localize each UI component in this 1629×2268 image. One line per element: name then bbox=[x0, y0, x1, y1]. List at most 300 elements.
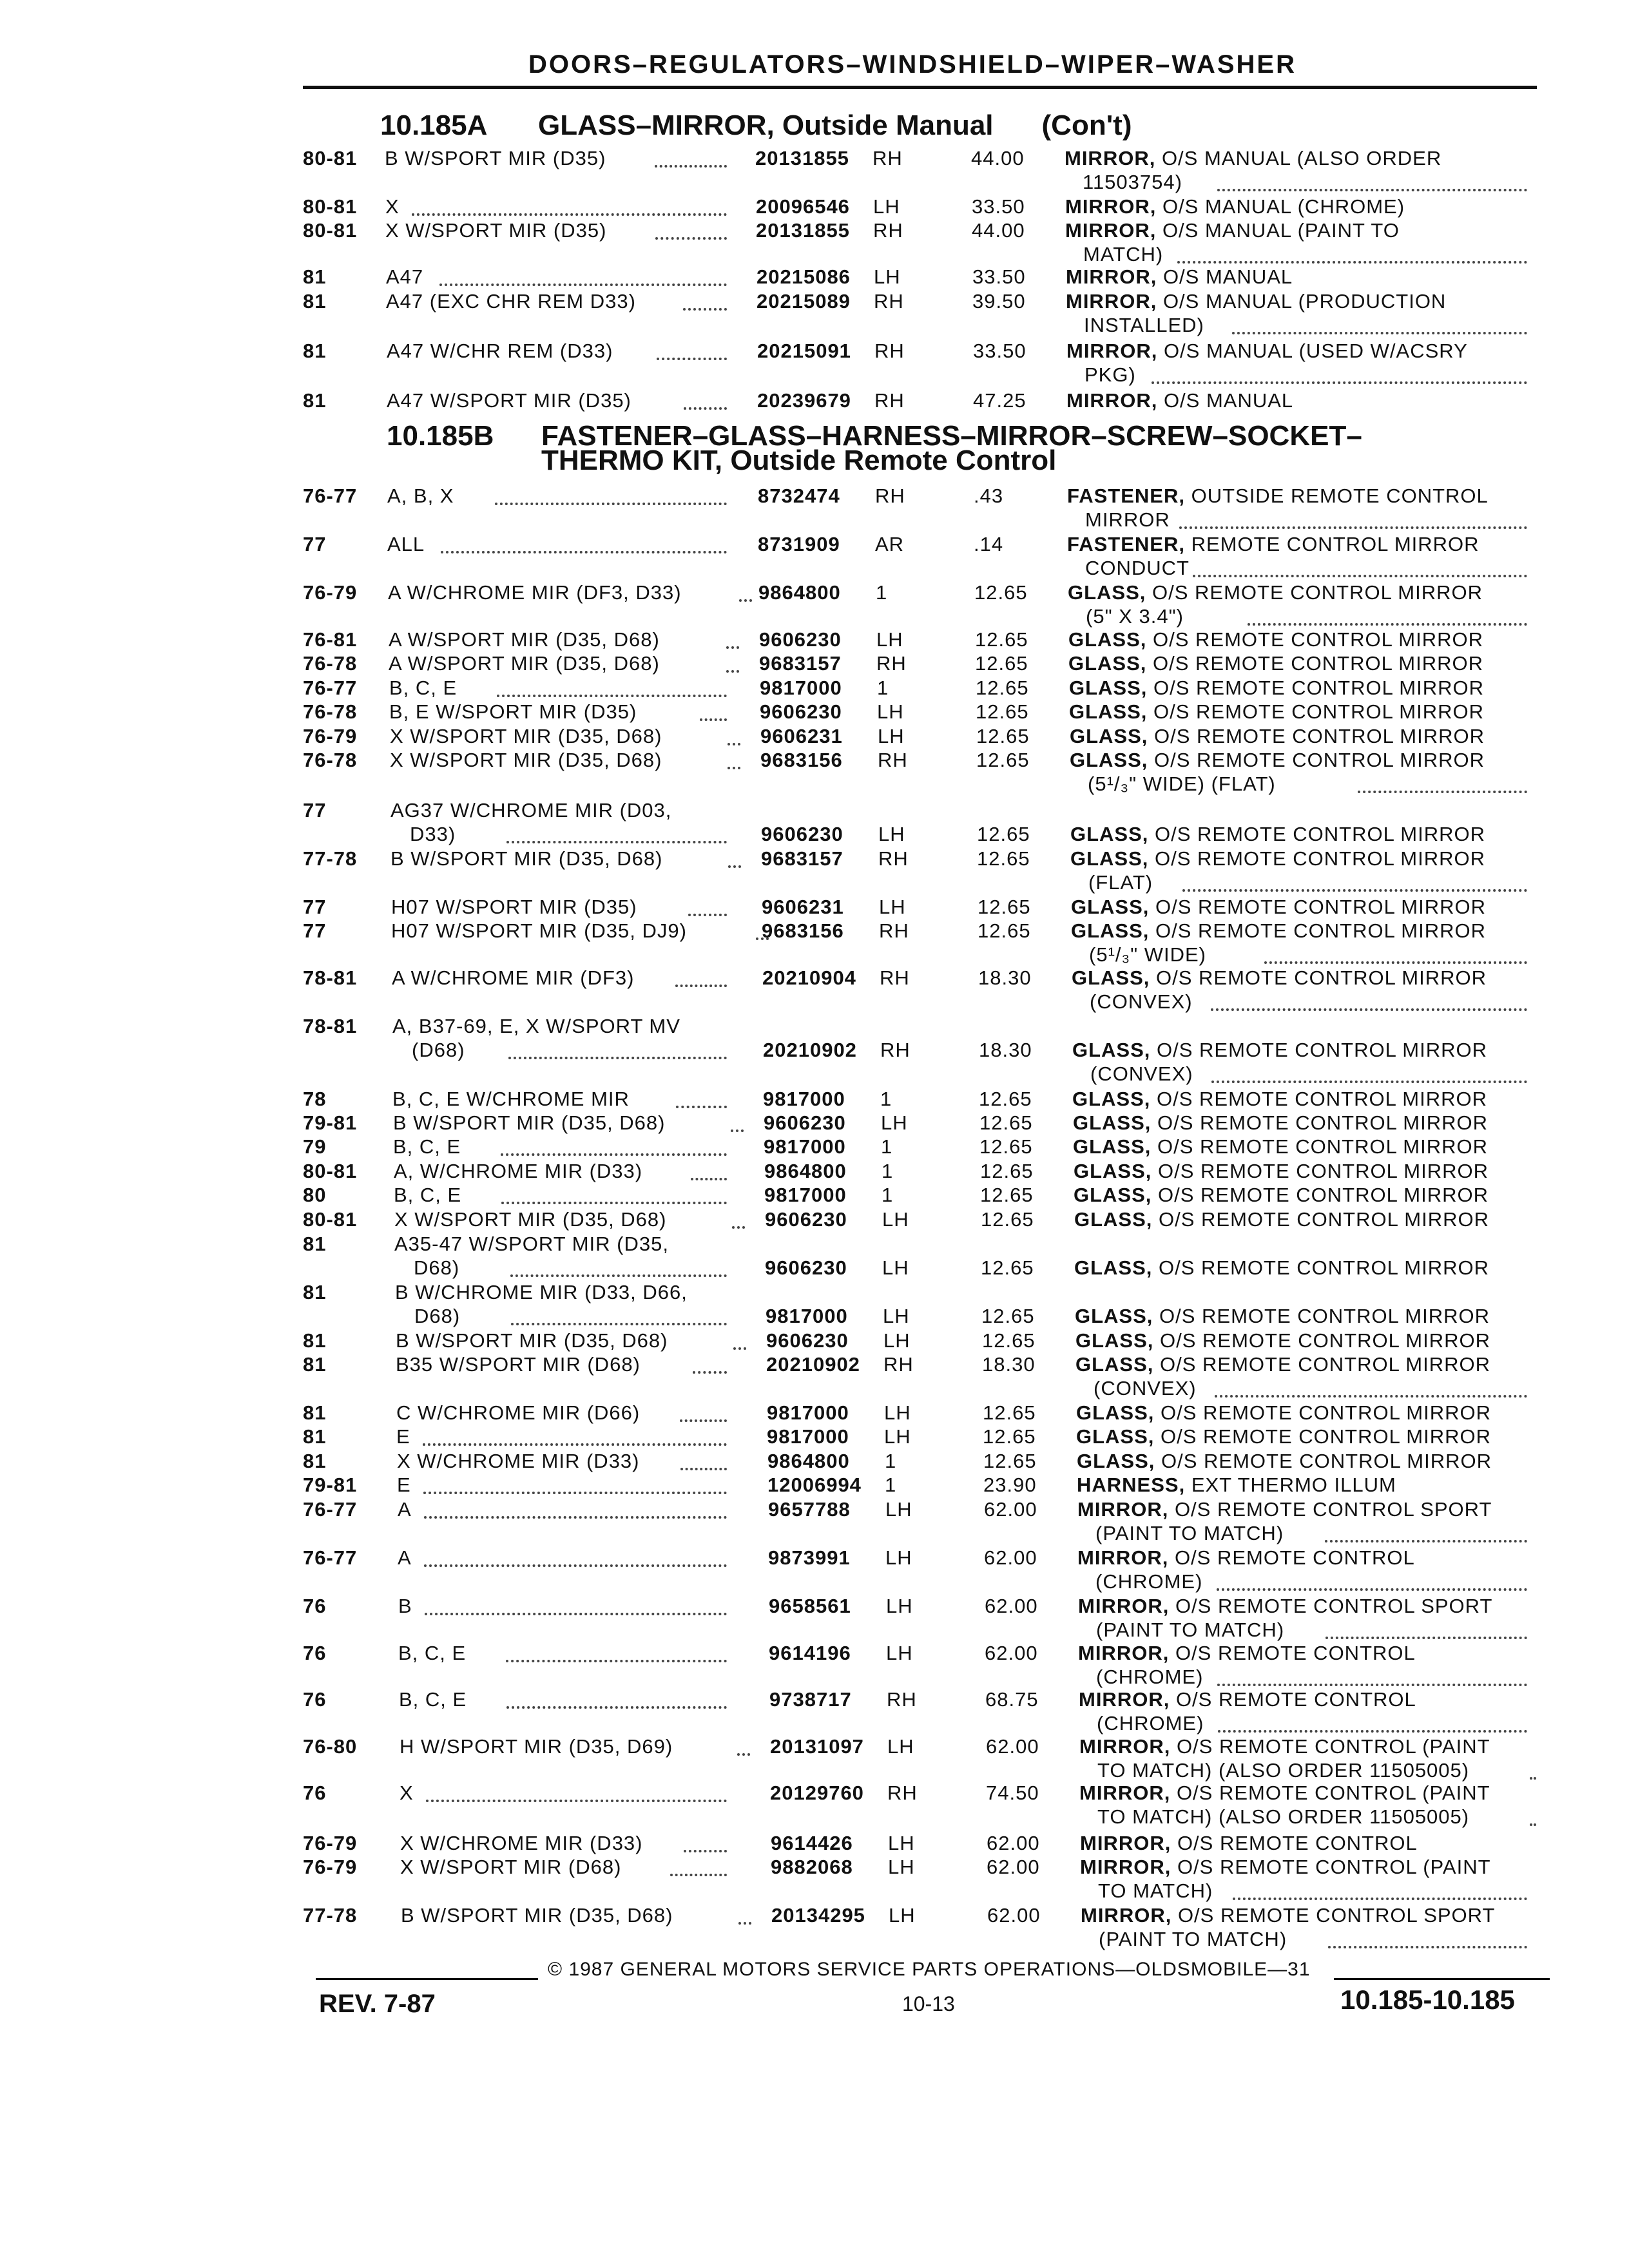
part-number: 20131097 bbox=[770, 1735, 864, 1758]
description bbox=[1074, 1208, 1489, 1232]
leader-dots bbox=[1233, 1898, 1527, 1900]
application-continued: D33) bbox=[410, 823, 456, 845]
leader-dots bbox=[670, 1874, 727, 1876]
model-year: 76-79 bbox=[303, 1856, 358, 1878]
description-detail: O/S MANUAL bbox=[1157, 389, 1294, 412]
application-continued: (D68) bbox=[412, 1039, 465, 1061]
side-or-qty: RH bbox=[883, 1353, 914, 1376]
part-number: 9606231 bbox=[762, 896, 844, 918]
part-number: 9817000 bbox=[763, 1088, 845, 1110]
description-detail: O/S REMOTE CONTROL MIRROR bbox=[1150, 966, 1487, 989]
description bbox=[1078, 1595, 1492, 1619]
description bbox=[1065, 195, 1405, 219]
description-noun: GLASS, bbox=[1076, 1425, 1155, 1448]
model-year: 76-80 bbox=[303, 1735, 358, 1758]
footer-copyright: © 1987 GENERAL MOTORS SERVICE PARTS OPERATIONS—OLDSMOBILE—31 bbox=[548, 1959, 1311, 1980]
part-number: 9657788 bbox=[768, 1498, 851, 1521]
leader-dots bbox=[691, 1178, 727, 1180]
description-continued: TO MATCH) bbox=[1098, 1879, 1213, 1902]
price: 12.65 bbox=[976, 749, 1030, 771]
description-noun: GLASS, bbox=[1070, 749, 1148, 771]
description-continued: (CONVEX) bbox=[1090, 990, 1193, 1013]
model-year: 76-79 bbox=[303, 581, 358, 604]
leader-dots bbox=[683, 308, 727, 311]
part-number: 9864800 bbox=[758, 581, 841, 604]
application: A47 (EXC CHR REM D33) bbox=[386, 290, 636, 312]
side-or-qty: 1 bbox=[876, 581, 888, 604]
part-number: 20215086 bbox=[757, 265, 851, 288]
application: H07 W/SPORT MIR (D35, DJ9) bbox=[391, 919, 687, 942]
application: B, C, E W/CHROME MIR bbox=[392, 1088, 630, 1110]
description-noun: MIRROR, bbox=[1077, 1498, 1169, 1521]
price: 74.50 bbox=[986, 1782, 1039, 1804]
description-noun: GLASS, bbox=[1068, 652, 1147, 675]
model-year: 78 bbox=[303, 1088, 327, 1110]
leader-dots bbox=[655, 237, 727, 240]
model-year: 76-79 bbox=[303, 1832, 358, 1854]
part-number: 9614426 bbox=[771, 1832, 853, 1854]
leader-dots bbox=[675, 985, 727, 987]
description-detail: O/S REMOTE CONTROL MIRROR bbox=[1148, 725, 1485, 747]
side-or-qty: RH bbox=[874, 340, 905, 362]
description bbox=[1075, 1329, 1490, 1353]
part-number: 9683157 bbox=[759, 652, 842, 675]
leader-dots bbox=[728, 767, 740, 769]
leader-dots bbox=[1152, 381, 1527, 384]
model-year: 81 bbox=[303, 265, 327, 288]
application: A47 W/CHR REM (D33) bbox=[387, 340, 613, 362]
section-b-title-line2: THERMO KIT, Outside Remote Control bbox=[541, 445, 1057, 476]
application: A47 bbox=[386, 265, 424, 288]
application: B35 W/SPORT MIR (D68) bbox=[396, 1353, 641, 1376]
model-year: 79-81 bbox=[303, 1111, 358, 1134]
description-detail: O/S MANUAL (PAINT TO bbox=[1156, 219, 1400, 242]
description-noun: GLASS, bbox=[1074, 1256, 1153, 1279]
application: A47 W/SPORT MIR (D35) bbox=[387, 389, 631, 412]
description-detail: O/S REMOTE CONTROL bbox=[1169, 1642, 1416, 1664]
description-detail: O/S REMOTE CONTROL MIRROR bbox=[1154, 1425, 1491, 1448]
description-noun: GLASS, bbox=[1072, 966, 1150, 989]
description-noun: HARNESS, bbox=[1077, 1474, 1186, 1496]
side-or-qty: LH bbox=[889, 1904, 916, 1927]
price: .14 bbox=[974, 533, 1004, 555]
description bbox=[1074, 1184, 1489, 1207]
model-year: 77 bbox=[303, 919, 327, 942]
leader-dots bbox=[423, 1492, 727, 1494]
price: 12.65 bbox=[980, 1160, 1034, 1182]
leader-dots bbox=[506, 841, 727, 843]
part-number: 9606230 bbox=[759, 628, 842, 651]
description-noun: GLASS, bbox=[1074, 1160, 1152, 1182]
description-continued: (5" X 3.4") bbox=[1086, 605, 1184, 628]
price: 12.65 bbox=[977, 823, 1030, 845]
price: 62.00 bbox=[985, 1642, 1038, 1664]
part-number: 8732474 bbox=[758, 485, 840, 507]
application: A, B37-69, E, X W/SPORT MV bbox=[392, 1015, 680, 1037]
description-noun: GLASS, bbox=[1071, 896, 1150, 918]
part-number: 9864800 bbox=[764, 1160, 847, 1182]
description-detail: O/S REMOTE CONTROL MIRROR bbox=[1147, 677, 1484, 699]
part-number: 9683156 bbox=[760, 749, 843, 771]
leader-dots bbox=[1358, 791, 1527, 793]
footer-rule-right bbox=[1334, 1978, 1550, 1980]
application: A W/SPORT MIR (D35, D68) bbox=[389, 652, 660, 675]
description-detail: O/S REMOTE CONTROL MIRROR bbox=[1152, 1256, 1489, 1279]
side-or-qty: RH bbox=[874, 389, 905, 412]
part-number: 9606231 bbox=[760, 725, 843, 747]
leader-dots bbox=[680, 1468, 727, 1470]
description-noun: GLASS, bbox=[1070, 847, 1149, 870]
side-or-qty: LH bbox=[878, 725, 905, 747]
side-or-qty: LH bbox=[885, 1498, 912, 1521]
description-noun: GLASS, bbox=[1074, 1184, 1152, 1206]
side-or-qty: 1 bbox=[882, 1160, 894, 1182]
description-continued: (PAINT TO MATCH) bbox=[1096, 1619, 1285, 1641]
application: B, C, E bbox=[398, 1642, 467, 1664]
description-continued: MATCH) bbox=[1083, 243, 1164, 265]
leader-dots bbox=[1217, 1588, 1527, 1591]
side-or-qty: 1 bbox=[880, 1088, 892, 1110]
application: A35-47 W/SPORT MIR (D35, bbox=[394, 1233, 669, 1255]
description-detail: O/S REMOTE CONTROL SPORT bbox=[1169, 1595, 1493, 1617]
description-detail: O/S MANUAL bbox=[1157, 265, 1293, 288]
model-year: 81 bbox=[303, 389, 327, 412]
side-or-qty: 1 bbox=[882, 1184, 894, 1206]
leader-dots bbox=[1530, 1823, 1536, 1826]
description bbox=[1070, 823, 1485, 847]
model-year: 80-81 bbox=[303, 1208, 358, 1231]
description-detail: O/S REMOTE CONTROL MIRROR bbox=[1151, 1111, 1488, 1134]
price: 33.50 bbox=[972, 265, 1026, 288]
part-number: 20210904 bbox=[762, 966, 856, 989]
description-noun: MIRROR, bbox=[1066, 389, 1158, 412]
leader-dots bbox=[497, 695, 727, 697]
leader-dots bbox=[731, 1129, 744, 1132]
part-number: 12006994 bbox=[767, 1474, 862, 1496]
description-noun: GLASS, bbox=[1069, 677, 1148, 699]
section-b-number: 10.185B bbox=[387, 420, 494, 452]
application: A W/SPORT MIR (D35, D68) bbox=[389, 628, 660, 651]
application: B bbox=[398, 1595, 412, 1617]
description-continued: MIRROR bbox=[1085, 508, 1170, 531]
application: B, E W/SPORT MIR (D35) bbox=[389, 700, 637, 723]
model-year: 79 bbox=[303, 1135, 327, 1158]
price: 12.65 bbox=[980, 1184, 1034, 1206]
description bbox=[1066, 290, 1446, 314]
description bbox=[1079, 1735, 1490, 1759]
leader-dots bbox=[506, 1660, 727, 1662]
price: 12.65 bbox=[976, 700, 1029, 723]
application: A, B, X bbox=[387, 485, 454, 507]
application: H W/SPORT MIR (D35, D69) bbox=[400, 1735, 673, 1758]
part-number: 9606230 bbox=[761, 823, 843, 845]
leader-dots bbox=[684, 1850, 727, 1852]
model-year: 76-77 bbox=[303, 1546, 358, 1569]
description-noun: MIRROR, bbox=[1077, 1546, 1169, 1569]
leader-dots bbox=[508, 1057, 727, 1059]
part-number: 9817000 bbox=[760, 677, 842, 699]
application: A, W/CHROME MIR (D33) bbox=[394, 1160, 643, 1182]
application: E bbox=[397, 1474, 411, 1496]
description-noun: FASTENER, bbox=[1067, 533, 1185, 555]
side-or-qty: LH bbox=[886, 1642, 913, 1664]
model-year: 76 bbox=[303, 1595, 327, 1617]
leader-dots bbox=[1328, 1946, 1527, 1948]
description-continued: TO MATCH) (ALSO ORDER 11505005) bbox=[1097, 1759, 1470, 1782]
price: 33.50 bbox=[973, 340, 1027, 362]
page-title: DOORS–REGULATORS–WINDSHIELD–WIPER–WASHER bbox=[528, 50, 1296, 79]
part-number: 9683156 bbox=[762, 919, 844, 942]
application: X W/SPORT MIR (D35, D68) bbox=[390, 725, 662, 747]
model-year: 80-81 bbox=[303, 195, 358, 218]
description-noun: MIRROR, bbox=[1080, 1832, 1171, 1854]
part-number: 20215089 bbox=[757, 290, 851, 312]
description bbox=[1065, 219, 1400, 243]
leader-dots bbox=[1217, 1684, 1527, 1686]
leader-dots bbox=[726, 646, 739, 649]
leader-dots bbox=[680, 1419, 727, 1422]
description-detail: O/S MANUAL (PRODUCTION bbox=[1157, 290, 1447, 312]
part-number: 20129760 bbox=[770, 1782, 864, 1804]
model-year: 81 bbox=[303, 1401, 327, 1424]
price: 44.00 bbox=[971, 147, 1025, 169]
leader-dots bbox=[423, 1443, 727, 1446]
description bbox=[1074, 1256, 1489, 1280]
part-number: 9817000 bbox=[764, 1184, 847, 1206]
description bbox=[1080, 1832, 1418, 1856]
side-or-qty: RH bbox=[875, 485, 905, 507]
price: 12.65 bbox=[982, 1329, 1036, 1352]
application: B, C, E bbox=[399, 1688, 467, 1711]
side-or-qty: RH bbox=[880, 966, 910, 989]
header-rule bbox=[303, 86, 1537, 89]
description-noun: MIRROR, bbox=[1066, 265, 1157, 288]
description-detail: O/S MANUAL (CHROME) bbox=[1156, 195, 1405, 218]
description bbox=[1077, 1546, 1415, 1570]
description-detail: O/S REMOTE CONTROL (PAINT bbox=[1171, 1856, 1491, 1878]
model-year: 81 bbox=[303, 290, 327, 312]
application: B W/SPORT MIR (D35, D68) bbox=[393, 1111, 666, 1134]
part-number: 9864800 bbox=[767, 1450, 850, 1472]
description bbox=[1068, 652, 1483, 676]
price: 12.65 bbox=[983, 1401, 1036, 1424]
description-noun: GLASS, bbox=[1073, 1135, 1152, 1158]
description-noun: MIRROR, bbox=[1081, 1904, 1172, 1927]
side-or-qty: LH bbox=[881, 1111, 908, 1134]
description bbox=[1080, 1856, 1491, 1879]
description bbox=[1076, 1401, 1491, 1425]
price: 12.65 bbox=[979, 1135, 1033, 1158]
description-noun: GLASS, bbox=[1075, 1353, 1154, 1376]
description-noun: GLASS, bbox=[1068, 581, 1146, 604]
description bbox=[1067, 485, 1489, 508]
model-year: 77-78 bbox=[303, 1904, 358, 1927]
description-noun: MIRROR, bbox=[1066, 290, 1157, 312]
price: 12.65 bbox=[981, 1305, 1035, 1327]
price: 23.90 bbox=[983, 1474, 1037, 1496]
side-or-qty: LH bbox=[879, 896, 906, 918]
description-detail: EXT THERMO ILLUM bbox=[1185, 1474, 1396, 1496]
leader-dots bbox=[676, 1106, 727, 1108]
description-detail: O/S REMOTE CONTROL bbox=[1168, 1546, 1415, 1569]
price: 39.50 bbox=[972, 290, 1026, 312]
description bbox=[1071, 896, 1486, 919]
leader-dots bbox=[1530, 1777, 1536, 1780]
description-noun: GLASS, bbox=[1072, 1039, 1151, 1061]
model-year: 81 bbox=[303, 1329, 327, 1352]
model-year: 80-81 bbox=[303, 1160, 358, 1182]
side-or-qty: RH bbox=[887, 1782, 918, 1804]
description-detail: O/S REMOTE CONTROL MIRROR bbox=[1150, 1039, 1487, 1061]
description-continued: PKG) bbox=[1084, 363, 1136, 386]
price: 12.65 bbox=[979, 1088, 1032, 1110]
leader-dots bbox=[441, 551, 727, 553]
application: X bbox=[400, 1782, 414, 1804]
leader-dots bbox=[728, 865, 741, 868]
price: 44.00 bbox=[972, 219, 1025, 242]
description bbox=[1070, 725, 1485, 749]
description bbox=[1071, 919, 1486, 943]
application: C W/CHROME MIR (D66) bbox=[396, 1401, 641, 1424]
side-or-qty: 1 bbox=[881, 1135, 893, 1158]
side-or-qty: LH bbox=[878, 823, 905, 845]
model-year: 76 bbox=[303, 1782, 327, 1804]
description bbox=[1066, 265, 1293, 289]
description-continued: (5¹/₃" WIDE) bbox=[1089, 943, 1207, 966]
application: X W/SPORT MIR (D68) bbox=[400, 1856, 622, 1878]
description-detail: OUTSIDE REMOTE CONTROL bbox=[1184, 485, 1489, 507]
model-year: 80 bbox=[303, 1184, 327, 1206]
side-or-qty: RH bbox=[876, 652, 907, 675]
leader-dots bbox=[1218, 1730, 1527, 1733]
price: 18.30 bbox=[978, 966, 1032, 989]
price: .43 bbox=[974, 485, 1004, 507]
description-noun: GLASS, bbox=[1072, 1088, 1151, 1110]
side-or-qty: RH bbox=[873, 219, 903, 242]
part-number: 20131855 bbox=[756, 219, 850, 242]
leader-dots bbox=[506, 1706, 727, 1709]
leader-dots bbox=[657, 358, 727, 360]
model-year: 76-78 bbox=[303, 700, 358, 723]
description-detail: O/S MANUAL (ALSO ORDER bbox=[1155, 147, 1442, 169]
leader-dots bbox=[426, 1800, 727, 1802]
side-or-qty: LH bbox=[888, 1856, 915, 1878]
price: 33.50 bbox=[972, 195, 1025, 218]
description-noun: MIRROR, bbox=[1078, 1642, 1170, 1664]
footer-rule-left bbox=[316, 1978, 538, 1980]
description-noun: GLASS, bbox=[1071, 919, 1150, 942]
price: 62.00 bbox=[986, 1735, 1039, 1758]
description-detail: O/S REMOTE CONTROL MIRROR bbox=[1149, 919, 1486, 942]
application: B W/SPORT MIR (D35, D68) bbox=[401, 1904, 673, 1927]
part-number: 9817000 bbox=[764, 1135, 846, 1158]
part-number: 9882068 bbox=[771, 1856, 853, 1878]
description bbox=[1069, 677, 1484, 700]
model-year: 77 bbox=[303, 533, 327, 555]
application: X W/SPORT MIR (D35, D68) bbox=[390, 749, 662, 771]
application-continued: D68) bbox=[414, 1256, 460, 1279]
model-year: 80-81 bbox=[303, 147, 358, 169]
description-detail: REMOTE CONTROL MIRROR bbox=[1184, 533, 1480, 555]
footer-page-number: 10-13 bbox=[902, 1992, 955, 2015]
model-year: 77 bbox=[303, 896, 327, 918]
model-year: 76-77 bbox=[303, 485, 358, 507]
price: 12.65 bbox=[983, 1450, 1037, 1472]
leader-dots bbox=[501, 1153, 727, 1156]
application: X W/SPORT MIR (D35) bbox=[385, 219, 607, 242]
application: A bbox=[398, 1546, 412, 1569]
application-continued: D68) bbox=[414, 1305, 461, 1327]
price: 12.65 bbox=[978, 896, 1031, 918]
part-number: 20134295 bbox=[771, 1904, 865, 1927]
price: 62.00 bbox=[987, 1904, 1041, 1927]
section-b-title-line1: FASTENER–GLASS–HARNESS–MIRROR–SCREW–SOCKET– bbox=[541, 420, 1362, 452]
part-number: 20096546 bbox=[756, 195, 850, 218]
description-continued: (PAINT TO MATCH) bbox=[1099, 1928, 1287, 1950]
part-number: 9606230 bbox=[760, 700, 842, 723]
description bbox=[1077, 1450, 1492, 1474]
model-year: 81 bbox=[303, 1450, 327, 1472]
price: 12.65 bbox=[975, 628, 1028, 651]
description-continued: (CONVEX) bbox=[1090, 1062, 1193, 1085]
description bbox=[1081, 1904, 1495, 1928]
price: 12.65 bbox=[976, 677, 1029, 699]
description-continued: (CHROME) bbox=[1096, 1666, 1204, 1688]
application: A W/CHROME MIR (DF3) bbox=[392, 966, 635, 989]
description bbox=[1077, 1498, 1492, 1522]
part-number: 20210902 bbox=[763, 1039, 857, 1061]
part-number: 20131855 bbox=[755, 147, 849, 169]
description-detail: O/S REMOTE CONTROL SPORT bbox=[1171, 1904, 1496, 1927]
description bbox=[1069, 700, 1484, 724]
price: 12.65 bbox=[975, 652, 1028, 675]
leader-dots bbox=[1232, 332, 1527, 334]
part-number: 9873991 bbox=[768, 1546, 851, 1569]
section-a-title: GLASS–MIRROR, Outside Manual bbox=[538, 110, 994, 141]
description bbox=[1074, 1160, 1489, 1184]
side-or-qty: LH bbox=[886, 1595, 913, 1617]
description-continued: (5¹/₃" WIDE) (FLAT) bbox=[1088, 773, 1276, 795]
description-detail: O/S REMOTE CONTROL MIRROR bbox=[1153, 1353, 1490, 1376]
side-or-qty: LH bbox=[887, 1735, 914, 1758]
description-noun: GLASS, bbox=[1076, 1401, 1155, 1424]
description-noun: GLASS, bbox=[1070, 725, 1148, 747]
application: X W/CHROME MIR (D33) bbox=[400, 1832, 643, 1854]
description-continued: (PAINT TO MATCH) bbox=[1095, 1522, 1284, 1544]
part-number: 9606230 bbox=[765, 1208, 847, 1231]
description-detail: O/S REMOTE CONTROL MIRROR bbox=[1153, 1329, 1490, 1352]
part-number: 8731909 bbox=[758, 533, 840, 555]
description-detail: O/S REMOTE CONTROL MIRROR bbox=[1152, 1160, 1489, 1182]
model-year: 76 bbox=[303, 1642, 327, 1664]
model-year: 76-79 bbox=[303, 725, 358, 747]
model-year: 76-77 bbox=[303, 1498, 358, 1521]
description-detail: O/S REMOTE CONTROL MIRROR bbox=[1148, 823, 1485, 845]
application: A bbox=[398, 1498, 412, 1521]
side-or-qty: LH bbox=[876, 628, 903, 651]
price: 47.25 bbox=[973, 389, 1027, 412]
price: 12.65 bbox=[974, 581, 1028, 604]
price: 62.00 bbox=[984, 1498, 1037, 1521]
leader-dots bbox=[738, 1922, 751, 1925]
description-detail: O/S REMOTE CONTROL MIRROR bbox=[1152, 1208, 1489, 1231]
model-year: 81 bbox=[303, 1281, 327, 1303]
side-or-qty: LH bbox=[884, 1401, 911, 1424]
description-noun: MIRROR, bbox=[1065, 147, 1156, 169]
side-or-qty: LH bbox=[877, 700, 904, 723]
description-detail: O/S REMOTE CONTROL MIRROR bbox=[1148, 847, 1485, 870]
description bbox=[1066, 389, 1293, 413]
